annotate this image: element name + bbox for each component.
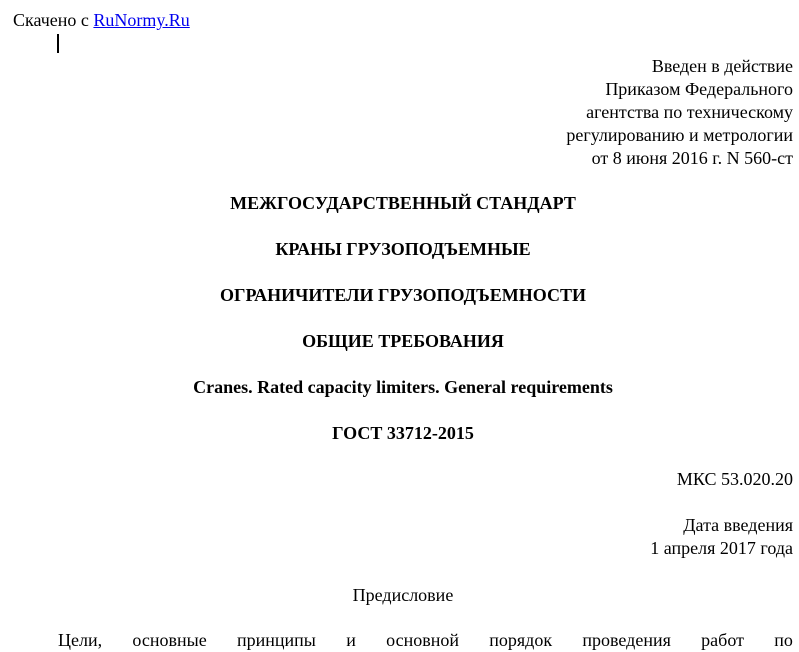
foreword-first-line xyxy=(58,629,793,652)
word: Цели, xyxy=(58,630,103,650)
introduction-date-value: 1 апреля 2017 года xyxy=(650,538,793,558)
source-prefix: Скачено с xyxy=(13,10,94,30)
title-line-2: ОГРАНИЧИТЕЛИ ГРУЗОПОДЪЕМНОСТИ xyxy=(219,285,586,305)
title-line-1: КРАНЫ ГРУЗОПОДЪЕМНЫЕ xyxy=(275,239,531,259)
text-cursor xyxy=(57,34,59,53)
word: основные xyxy=(132,630,207,650)
approval-line: Введен в действие xyxy=(651,56,793,76)
word: основной xyxy=(386,630,459,650)
word: и xyxy=(346,630,356,650)
approval-block xyxy=(566,55,793,170)
word: по xyxy=(774,630,793,650)
word: порядок xyxy=(489,630,553,650)
approval-line: агентства по техническому xyxy=(586,102,793,122)
mks-code: МКС 53.020.20 xyxy=(676,469,793,489)
source-line xyxy=(13,9,190,32)
approval-line: регулированию и метрологии xyxy=(566,125,793,145)
introduction-date-label: Дата введения xyxy=(683,515,793,535)
title-line-3: ОБЩИЕ ТРЕБОВАНИЯ xyxy=(302,331,504,351)
foreword-heading: Предисловие xyxy=(352,585,454,605)
approval-line: Приказом Федерального xyxy=(605,79,793,99)
approval-line: от 8 июня 2016 г. N 560-ст xyxy=(591,148,793,168)
standard-type-heading: МЕЖГОСУДАРСТВЕННЫЙ СТАНДАРТ xyxy=(230,193,576,213)
word: принципы xyxy=(237,630,316,650)
english-title: Cranes. Rated capacity limiters. General requirements xyxy=(193,377,613,397)
source-link[interactable]: RuNormy.Ru xyxy=(93,10,190,30)
standard-code: ГОСТ 33712-2015 xyxy=(332,423,474,443)
word: проведения xyxy=(582,630,671,650)
word: работ xyxy=(701,630,744,650)
